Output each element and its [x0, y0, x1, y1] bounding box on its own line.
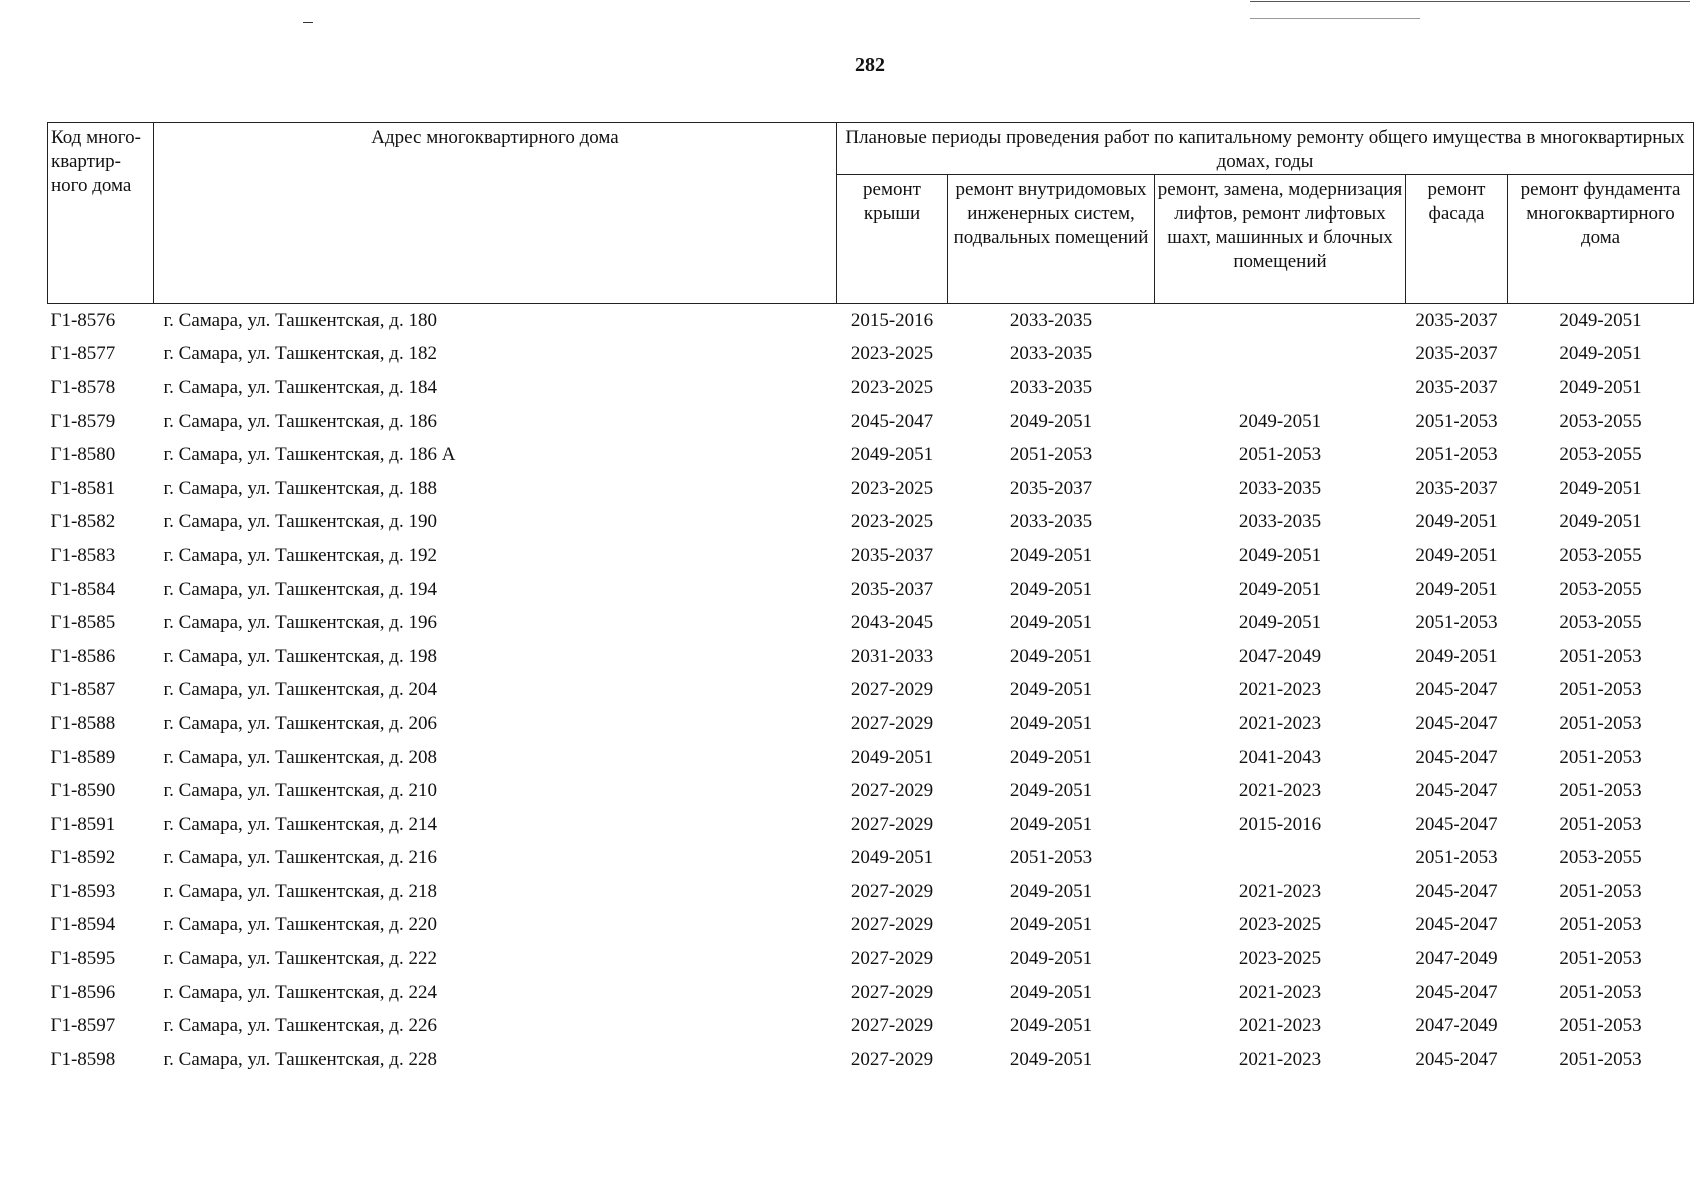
cell-engineering-period: 2033-2035: [1009, 309, 1093, 331]
cell-elevator-period: 2033-2035: [1238, 477, 1322, 499]
table-row: [48, 1043, 1694, 1077]
cell-building-code: Г1-8580: [50, 444, 116, 466]
cell-building-code: Г1-8584: [50, 578, 116, 600]
cell-facade-period: 2045-2047: [1415, 813, 1498, 835]
cell-foundation-period: 2051-2053: [1559, 679, 1642, 701]
cell-foundation-period: 2049-2051: [1559, 477, 1642, 499]
cell-foundation-period: 2049-2051: [1559, 376, 1642, 398]
cell-facade-period: 2051-2053: [1415, 612, 1498, 634]
cell-facade-period: 2045-2047: [1415, 914, 1498, 936]
table-row: [48, 808, 1694, 842]
cell-foundation-period: 2053-2055: [1559, 847, 1642, 869]
table-row: [48, 304, 1694, 338]
header-foundation-repair: ремонт фундамента многоквартирного дома: [1508, 175, 1694, 304]
cell-address: г. Самара, ул. Ташкентская, д. 186 А: [163, 444, 456, 466]
cell-building-code: Г1-8590: [50, 780, 116, 802]
cell-facade-period: 2047-2049: [1415, 1015, 1498, 1037]
cell-address: г. Самара, ул. Ташкентская, д. 206: [163, 712, 437, 734]
cell-building-code: Г1-8576: [50, 309, 116, 331]
cell-roof-period: 2023-2025: [850, 343, 934, 365]
cell-engineering-period: 2051-2053: [1009, 847, 1093, 869]
cell-foundation-period: 2051-2053: [1559, 914, 1642, 936]
cell-roof-period: 2023-2025: [850, 477, 934, 499]
cell-foundation-period: 2051-2053: [1559, 1015, 1642, 1037]
cell-engineering-period: 2049-2051: [1009, 612, 1093, 634]
cell-foundation-period: 2051-2053: [1559, 880, 1642, 902]
cell-address: г. Самара, ул. Ташкентская, д. 208: [163, 746, 437, 768]
page-number: 282: [855, 54, 885, 76]
header-planned-periods: Плановые периоды проведения работ по капитальному ремонту общего имущества в многоквартирных домах, годы: [837, 123, 1694, 175]
cell-foundation-period: 2049-2051: [1559, 309, 1642, 331]
cell-elevator-period: 2021-2023: [1238, 880, 1322, 902]
table-row: [48, 909, 1694, 943]
cell-elevator-period: 2021-2023: [1238, 981, 1322, 1003]
table-row: [48, 976, 1694, 1010]
cell-roof-period: 2027-2029: [850, 679, 934, 701]
cell-building-code: Г1-8586: [50, 645, 116, 667]
cell-elevator-period: 2023-2025: [1238, 948, 1322, 970]
cell-foundation-period: 2053-2055: [1559, 444, 1642, 466]
cell-building-code: Г1-8595: [50, 948, 116, 970]
header-engineering-repair: ремонт внутридомовых инженерных систем, подвальных помещений: [948, 175, 1155, 304]
cell-facade-period: 2051-2053: [1415, 847, 1498, 869]
cell-elevator-period: 2049-2051: [1238, 578, 1322, 600]
cell-foundation-period: 2051-2053: [1559, 645, 1642, 667]
table-row: [48, 506, 1694, 540]
cell-foundation-period: 2051-2053: [1559, 981, 1642, 1003]
cell-elevator-period: 2051-2053: [1238, 444, 1322, 466]
header-elevator-repair: ремонт, замена, модернизация лифтов, ремонт лифтовых шахт, машинных и блочных помещений: [1155, 175, 1406, 304]
cell-facade-period: 2049-2051: [1415, 511, 1498, 533]
header-facade-repair: ремонт фасада: [1406, 175, 1508, 304]
cell-roof-period: 2015-2016: [850, 309, 934, 331]
cell-facade-period: 2051-2053: [1415, 410, 1498, 432]
cell-roof-period: 2043-2045: [850, 612, 934, 634]
cell-roof-period: 2027-2029: [850, 780, 934, 802]
cell-foundation-period: 2053-2055: [1559, 544, 1642, 566]
cell-roof-period: 2027-2029: [850, 948, 934, 970]
cell-roof-period: 2031-2033: [850, 645, 934, 667]
cell-address: г. Самара, ул. Ташкентская, д. 194: [163, 578, 437, 600]
cell-roof-period: 2023-2025: [850, 511, 934, 533]
cell-engineering-period: 2049-2051: [1009, 813, 1093, 835]
table-row: [48, 774, 1694, 808]
cell-building-code: Г1-8594: [50, 914, 116, 936]
cell-facade-period: 2045-2047: [1415, 679, 1498, 701]
table-row: [48, 438, 1694, 472]
cell-engineering-period: 2033-2035: [1009, 511, 1093, 533]
cell-address: г. Самара, ул. Ташкентская, д. 196: [163, 612, 437, 634]
table-row: [48, 875, 1694, 909]
cell-roof-period: 2027-2029: [850, 1015, 934, 1037]
cell-engineering-period: 2033-2035: [1009, 343, 1093, 365]
cell-engineering-period: 2033-2035: [1009, 376, 1093, 398]
cell-facade-period: 2045-2047: [1415, 780, 1498, 802]
cell-address: г. Самара, ул. Ташкентская, д. 188: [163, 477, 437, 499]
cell-roof-period: 2027-2029: [850, 981, 934, 1003]
cell-elevator-period: [1155, 842, 1406, 876]
cell-building-code: Г1-8593: [50, 880, 116, 902]
cell-facade-period: 2045-2047: [1415, 712, 1498, 734]
cell-facade-period: 2045-2047: [1415, 1048, 1498, 1070]
cell-address: г. Самара, ул. Ташкентская, д. 224: [163, 981, 437, 1003]
cell-elevator-period: 2021-2023: [1238, 679, 1322, 701]
cell-address: г. Самара, ул. Ташкентская, д. 180: [163, 309, 437, 331]
cell-building-code: Г1-8591: [50, 813, 116, 835]
cell-address: г. Самара, ул. Ташкентская, д. 222: [163, 948, 437, 970]
table-row: [48, 1009, 1694, 1043]
cell-foundation-period: 2049-2051: [1559, 511, 1642, 533]
cell-facade-period: 2049-2051: [1415, 645, 1498, 667]
cell-facade-period: 2045-2047: [1415, 746, 1498, 768]
cell-roof-period: 2027-2029: [850, 880, 934, 902]
cell-roof-period: 2049-2051: [850, 444, 934, 466]
cell-foundation-period: 2053-2055: [1559, 578, 1642, 600]
table-row: [48, 707, 1694, 741]
cell-address: г. Самара, ул. Ташкентская, д. 192: [163, 544, 437, 566]
cell-elevator-period: 2021-2023: [1238, 712, 1322, 734]
header-roof-repair: ремонт крыши: [837, 175, 948, 304]
cell-address: г. Самара, ул. Ташкентская, д. 182: [163, 343, 437, 365]
cell-building-code: Г1-8597: [50, 1015, 116, 1037]
cell-engineering-period: 2049-2051: [1009, 578, 1093, 600]
cell-foundation-period: 2051-2053: [1559, 813, 1642, 835]
table-row: [48, 942, 1694, 976]
table-row: [48, 472, 1694, 506]
cell-elevator-period: [1155, 338, 1406, 372]
cell-building-code: Г1-8582: [50, 511, 116, 533]
cell-engineering-period: 2049-2051: [1009, 780, 1093, 802]
cell-address: г. Самара, ул. Ташкентская, д. 214: [163, 813, 437, 835]
cell-engineering-period: 2049-2051: [1009, 981, 1093, 1003]
cell-facade-period: 2035-2037: [1415, 309, 1498, 331]
cell-facade-period: 2035-2037: [1415, 343, 1498, 365]
cell-foundation-period: 2053-2055: [1559, 410, 1642, 432]
cell-engineering-period: 2049-2051: [1009, 948, 1093, 970]
cell-roof-period: 2027-2029: [850, 712, 934, 734]
cell-engineering-period: 2049-2051: [1009, 880, 1093, 902]
cell-address: г. Самара, ул. Ташкентская, д. 186: [163, 410, 437, 432]
cell-engineering-period: 2049-2051: [1009, 1015, 1093, 1037]
scan-artifact-line: [1250, 18, 1420, 19]
cell-foundation-period: 2051-2053: [1559, 1048, 1642, 1070]
cell-building-code: Г1-8592: [50, 847, 116, 869]
table-row: [48, 606, 1694, 640]
cell-elevator-period: 2015-2016: [1238, 813, 1322, 835]
table-row: [48, 674, 1694, 708]
table-row: [48, 640, 1694, 674]
cell-roof-period: 2027-2029: [850, 1048, 934, 1070]
cell-address: г. Самара, ул. Ташкентская, д. 210: [163, 780, 437, 802]
cell-building-code: Г1-8577: [50, 343, 116, 365]
cell-facade-period: 2049-2051: [1415, 544, 1498, 566]
cell-building-code: Г1-8585: [50, 612, 116, 634]
cell-roof-period: 2027-2029: [850, 813, 934, 835]
cell-engineering-period: 2049-2051: [1009, 1048, 1093, 1070]
cell-elevator-period: 2041-2043: [1238, 746, 1322, 768]
table-row: [48, 338, 1694, 372]
cell-address: г. Самара, ул. Ташкентская, д. 184: [163, 376, 437, 398]
cell-building-code: Г1-8588: [50, 712, 116, 734]
cell-address: г. Самара, ул. Ташкентская, д. 228: [163, 1048, 437, 1070]
cell-foundation-period: 2049-2051: [1559, 343, 1642, 365]
cell-elevator-period: 2049-2051: [1238, 410, 1322, 432]
cell-roof-period: 2049-2051: [850, 746, 934, 768]
cell-building-code: Г1-8579: [50, 410, 116, 432]
cell-elevator-period: 2047-2049: [1238, 645, 1322, 667]
cell-engineering-period: 2051-2053: [1009, 444, 1093, 466]
scan-artifact-line: [1250, 1, 1690, 2]
table-row: [48, 842, 1694, 876]
cell-elevator-period: 2021-2023: [1238, 1015, 1322, 1037]
cell-building-code: Г1-8578: [50, 376, 116, 398]
cell-facade-period: 2045-2047: [1415, 880, 1498, 902]
cell-engineering-period: 2049-2051: [1009, 410, 1093, 432]
table-body: [48, 304, 1694, 1077]
cell-engineering-period: 2049-2051: [1009, 712, 1093, 734]
table-row: [48, 741, 1694, 775]
cell-facade-period: 2035-2037: [1415, 477, 1498, 499]
table-row: [48, 405, 1694, 439]
cell-elevator-period: 2049-2051: [1238, 612, 1322, 634]
cell-engineering-period: 2049-2051: [1009, 679, 1093, 701]
cell-address: г. Самара, ул. Ташкентская, д. 216: [163, 847, 437, 869]
cell-foundation-period: 2051-2053: [1559, 780, 1642, 802]
cell-elevator-period: [1155, 304, 1406, 338]
cell-roof-period: 2023-2025: [850, 376, 934, 398]
cell-elevator-period: [1155, 371, 1406, 405]
cell-elevator-period: 2021-2023: [1238, 780, 1322, 802]
cell-elevator-period: 2049-2051: [1238, 544, 1322, 566]
cell-engineering-period: 2035-2037: [1009, 477, 1093, 499]
scan-artifact-mark: [303, 22, 313, 23]
cell-engineering-period: 2049-2051: [1009, 645, 1093, 667]
cell-address: г. Самара, ул. Ташкентская, д. 204: [163, 679, 437, 701]
header-address: Адрес многоквартирного дома: [154, 123, 837, 304]
cell-roof-period: 2035-2037: [850, 578, 934, 600]
cell-building-code: Г1-8598: [50, 1048, 116, 1070]
cell-engineering-period: 2049-2051: [1009, 544, 1093, 566]
cell-address: г. Самара, ул. Ташкентская, д. 226: [163, 1015, 437, 1037]
cell-roof-period: 2027-2029: [850, 914, 934, 936]
table-row: [48, 573, 1694, 607]
cell-roof-period: 2045-2047: [850, 410, 934, 432]
table-row: [48, 371, 1694, 405]
cell-foundation-period: 2051-2053: [1559, 712, 1642, 734]
cell-address: г. Самара, ул. Ташкентская, д. 190: [163, 511, 437, 533]
header-building-code: Код много-квартир-ного дома: [48, 123, 154, 304]
cell-facade-period: 2035-2037: [1415, 376, 1498, 398]
cell-building-code: Г1-8587: [50, 679, 116, 701]
cell-foundation-period: 2051-2053: [1559, 746, 1642, 768]
cell-foundation-period: 2053-2055: [1559, 612, 1642, 634]
cell-building-code: Г1-8583: [50, 544, 116, 566]
cell-foundation-period: 2051-2053: [1559, 948, 1642, 970]
cell-engineering-period: 2049-2051: [1009, 746, 1093, 768]
cell-engineering-period: 2049-2051: [1009, 914, 1093, 936]
cell-facade-period: 2045-2047: [1415, 981, 1498, 1003]
cell-facade-period: 2051-2053: [1415, 444, 1498, 466]
cell-elevator-period: 2033-2035: [1238, 511, 1322, 533]
cell-roof-period: 2035-2037: [850, 544, 934, 566]
cell-address: г. Самара, ул. Ташкентская, д. 218: [163, 880, 437, 902]
cell-building-code: Г1-8589: [50, 746, 116, 768]
cell-building-code: Г1-8596: [50, 981, 116, 1003]
cell-building-code: Г1-8581: [50, 477, 116, 499]
table-row: [48, 539, 1694, 573]
cell-address: г. Самара, ул. Ташкентская, д. 220: [163, 914, 437, 936]
cell-facade-period: 2047-2049: [1415, 948, 1498, 970]
cell-facade-period: 2049-2051: [1415, 578, 1498, 600]
cell-elevator-period: 2023-2025: [1238, 914, 1322, 936]
capital-repair-schedule-table: [47, 122, 1694, 1077]
cell-address: г. Самара, ул. Ташкентская, д. 198: [163, 645, 437, 667]
cell-roof-period: 2049-2051: [850, 847, 934, 869]
cell-elevator-period: 2021-2023: [1238, 1048, 1322, 1070]
